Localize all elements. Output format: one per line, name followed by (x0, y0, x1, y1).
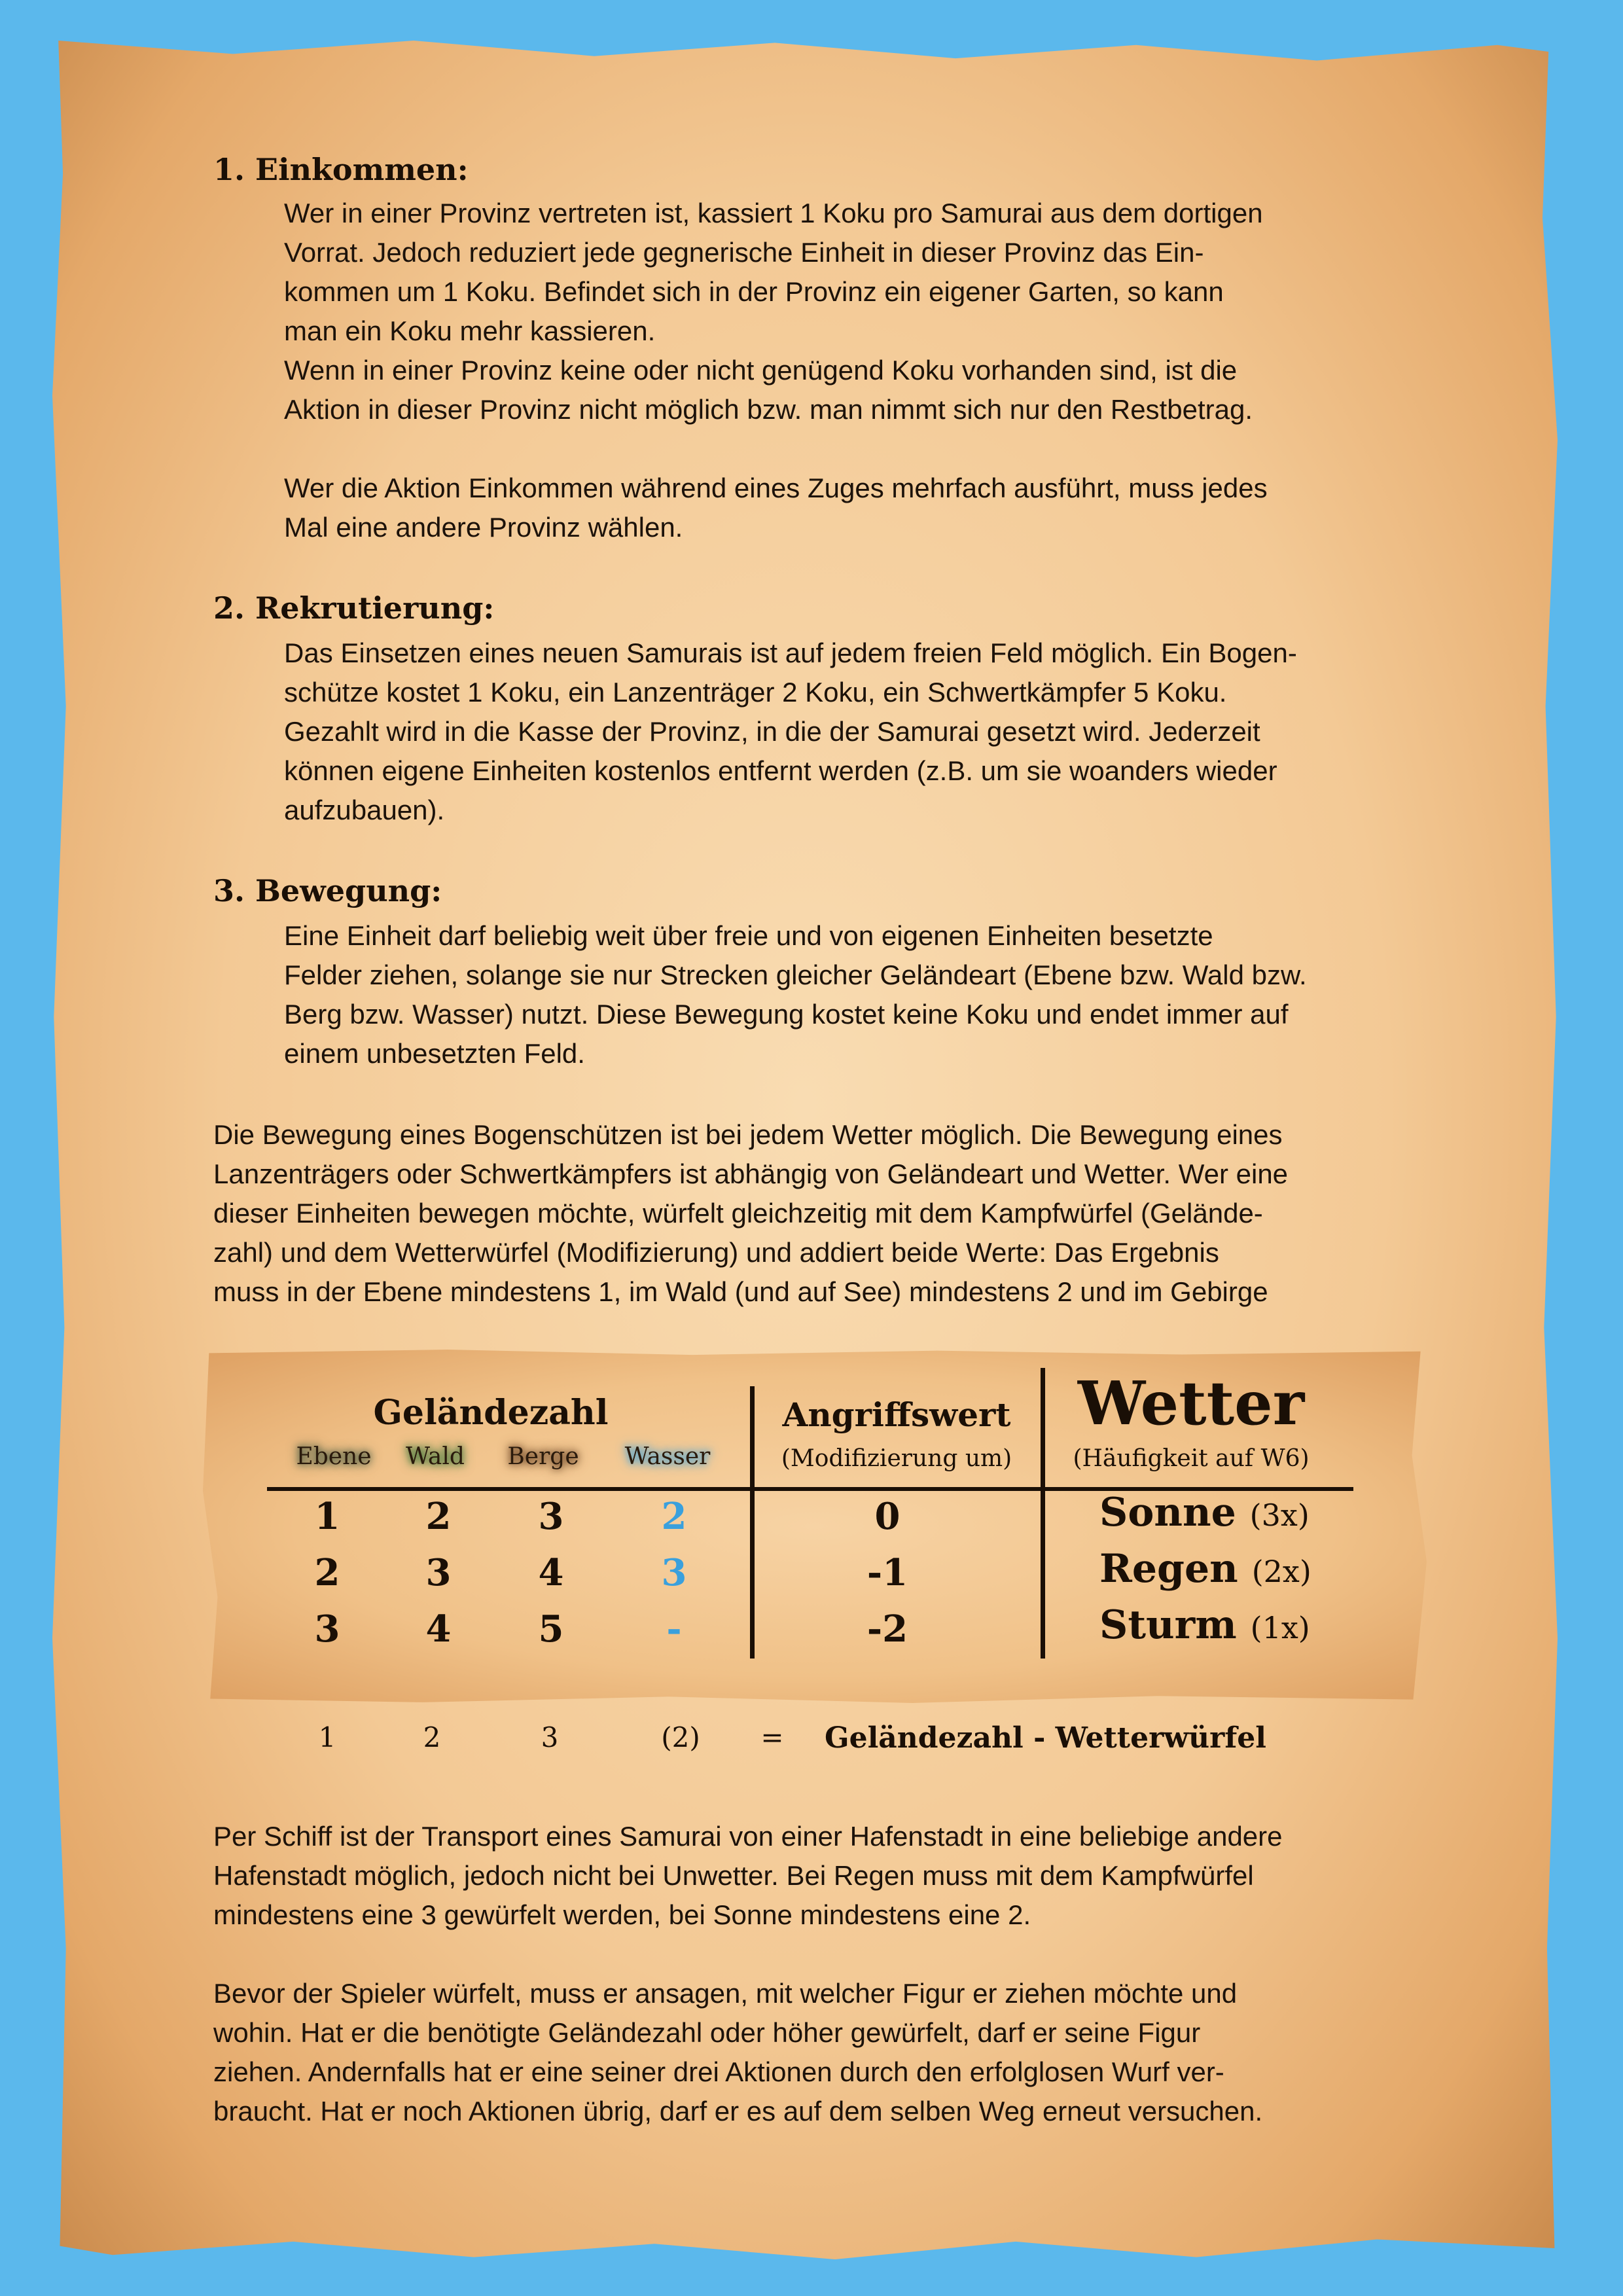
heading-rekrutierung: 2. Rekrutierung: (213, 590, 495, 626)
text-line: Per Schiff ist der Transport eines Samurai von einer Hafenstadt in eine beliebige andere (213, 1821, 1283, 1852)
table-cell-angriff: -1 (866, 1551, 908, 1594)
weather-frequency: (2x) (1251, 1554, 1311, 1589)
text-line: Aktion in dieser Provinz nicht möglich bzw. man nimmt sich nur den Restbetrag. (284, 394, 1253, 425)
table-cell-wald: 3 (425, 1551, 452, 1594)
text-line: Wer in einer Provinz vertreten ist, kassiert 1 Koku pro Samurai aus dem dortigen (284, 198, 1263, 228)
table-cell-wald: 2 (425, 1495, 452, 1538)
text-line: ziehen. Andernfalls hat er eine seiner drei Aktionen durch den erfolglosen Wurf ver- (213, 2056, 1224, 2087)
text-line: Gezahlt wird in die Kasse der Provinz, in die der Samurai gesetzt wird. Jederzeit (284, 716, 1260, 747)
text-line: aufzubauen). (284, 795, 445, 825)
table-cell-wasser: - (666, 1607, 682, 1651)
text-line: muss in der Ebene mindestens 1, im Wald (und auf See) mindestens 2 und im Gebirge (213, 1276, 1268, 1307)
terrain-ebene-label: Ebene (296, 1443, 372, 1470)
header-angriffswert: Angriffswert (782, 1395, 1011, 1434)
text-line: Felder ziehen, solange sie nur Strecken gleicher Geländeart (Ebene bzw. Wald bzw. (284, 960, 1307, 990)
header-gelaendezahl: Geländezahl (373, 1393, 609, 1433)
text-line: Hafenstadt möglich, jedoch nicht bei Unwetter. Bei Regen muss mit dem Kampfwürfel (213, 1860, 1254, 1891)
text-line: wohin. Hat er die benötigte Geländezahl oder höher gewürfelt, darf er seine Figur (213, 2017, 1201, 2048)
text-line: einem unbesetzten Feld. (284, 1038, 585, 1069)
text-line: braucht. Hat er noch Aktionen übrig, darf er es auf dem selben Weg erneut versuchen. (213, 2096, 1263, 2126)
table-cell-wald: 4 (425, 1607, 452, 1651)
text-line: kommen um 1 Koku. Befindet sich in der Provinz ein eigener Garten, so kann (284, 276, 1224, 307)
text-line: schütze kostet 1 Koku, ein Lanzenträger 2 Koku, ein Schwertkämpfer 5 Koku. (284, 677, 1227, 708)
weather-name: Sturm (1099, 1602, 1237, 1648)
header-wetter: Wetter (1077, 1368, 1305, 1439)
table-cell-wetter (1099, 1546, 1311, 1592)
text-line: Bevor der Spieler würfelt, muss er ansagen, mit welcher Figur er ziehen möchte und (213, 1978, 1238, 2009)
header-wetter-sub: (Häufigkeit auf W6) (1073, 1445, 1310, 1472)
text-line: Das Einsetzen eines neuen Samurais ist auf jedem freien Feld möglich. Ein Bogen- (284, 637, 1297, 668)
terrain-berge-label: Berge (507, 1443, 579, 1470)
formula-equals: = (760, 1721, 784, 1753)
text-line (284, 429, 1268, 469)
formula-text: Geländezahl - Wetterwürfel (825, 1721, 1266, 1755)
paragraph-wurf (213, 1974, 1262, 2131)
paragraph-bewegung-detail (213, 1115, 1288, 1312)
table-cell-wasser: 2 (661, 1495, 687, 1538)
text-line: Wer die Aktion Einkommen während eines Zuges mehrfach ausführt, muss jedes (284, 473, 1268, 503)
formula-wald: 2 (423, 1721, 441, 1753)
text-line: können eigene Einheiten kostenlos entfernt werden (z.B. um sie woanders wieder (284, 755, 1277, 786)
terrain-wald-label: Wald (406, 1443, 465, 1470)
paragraph-bewegung (284, 916, 1307, 1073)
table-cell-angriff: 0 (874, 1495, 901, 1538)
text-line: Wenn in einer Provinz keine oder nicht genügend Koku vorhanden sind, ist die (284, 355, 1238, 386)
formula-wasser: (2) (661, 1721, 700, 1753)
table-cell-berge: 5 (538, 1607, 564, 1651)
text-line: Mal eine andere Provinz wählen. (284, 512, 683, 543)
table-cell-wetter (1099, 1602, 1310, 1648)
table-cell-angriff: -2 (866, 1607, 908, 1651)
paragraph-schiff (213, 1817, 1283, 1935)
heading-bewegung: 3. Bewegung: (213, 873, 442, 908)
weather-frequency: (1x) (1250, 1610, 1310, 1645)
header-angriffswert-sub: (Modifizierung um) (781, 1445, 1012, 1472)
table-column-divider (750, 1386, 755, 1659)
paragraph-einkommen (284, 194, 1268, 547)
text-line: Lanzenträgers oder Schwertkämpfers ist abhängig von Geländeart und Wetter. Wer eine (213, 1158, 1289, 1189)
text-line: Die Bewegung eines Bogenschützen ist bei jedem Wetter möglich. Die Bewegung eines (213, 1119, 1283, 1150)
weather-name: Regen (1099, 1546, 1238, 1592)
weather-name: Sonne (1099, 1490, 1236, 1535)
text-line: dieser Einheiten bewegen möchte, würfelt gleichzeitig mit dem Kampfwürfel (Gelände- (213, 1198, 1263, 1229)
formula-berge: 3 (541, 1721, 559, 1753)
table-column-divider (1041, 1368, 1045, 1659)
table-cell-ebene: 2 (314, 1551, 340, 1594)
text-line: Eine Einheit darf beliebig weit über freie und von eigenen Einheiten besetzte (284, 920, 1213, 951)
text-line: zahl) und dem Wetterwürfel (Modifizierung) und addiert beide Werte: Das Ergebnis (213, 1237, 1219, 1268)
table-cell-berge: 3 (538, 1495, 564, 1538)
text-line: man ein Koku mehr kassieren. (284, 315, 656, 346)
formula-ebene: 1 (318, 1721, 336, 1753)
text-line: Berg bzw. Wasser) nutzt. Diese Bewegung kostet keine Koku und endet immer auf (284, 999, 1289, 1030)
table-cell-ebene: 1 (314, 1495, 340, 1538)
terrain-wasser-label: Wasser (624, 1443, 711, 1470)
table-cell-ebene: 3 (314, 1607, 340, 1651)
table-cell-wetter (1099, 1490, 1310, 1535)
table-cell-wasser: 3 (661, 1551, 687, 1594)
text-line: mindestens eine 3 gewürfelt werden, bei Sonne mindestens eine 2. (213, 1899, 1031, 1930)
table-cell-berge: 4 (538, 1551, 564, 1594)
text-line: Vorrat. Jedoch reduziert jede gegnerische Einheit in dieser Provinz das Ein- (284, 237, 1204, 268)
weather-frequency: (3x) (1249, 1498, 1310, 1533)
heading-einkommen: 1. Einkommen: (213, 152, 469, 187)
paragraph-rekrutierung (284, 634, 1297, 830)
